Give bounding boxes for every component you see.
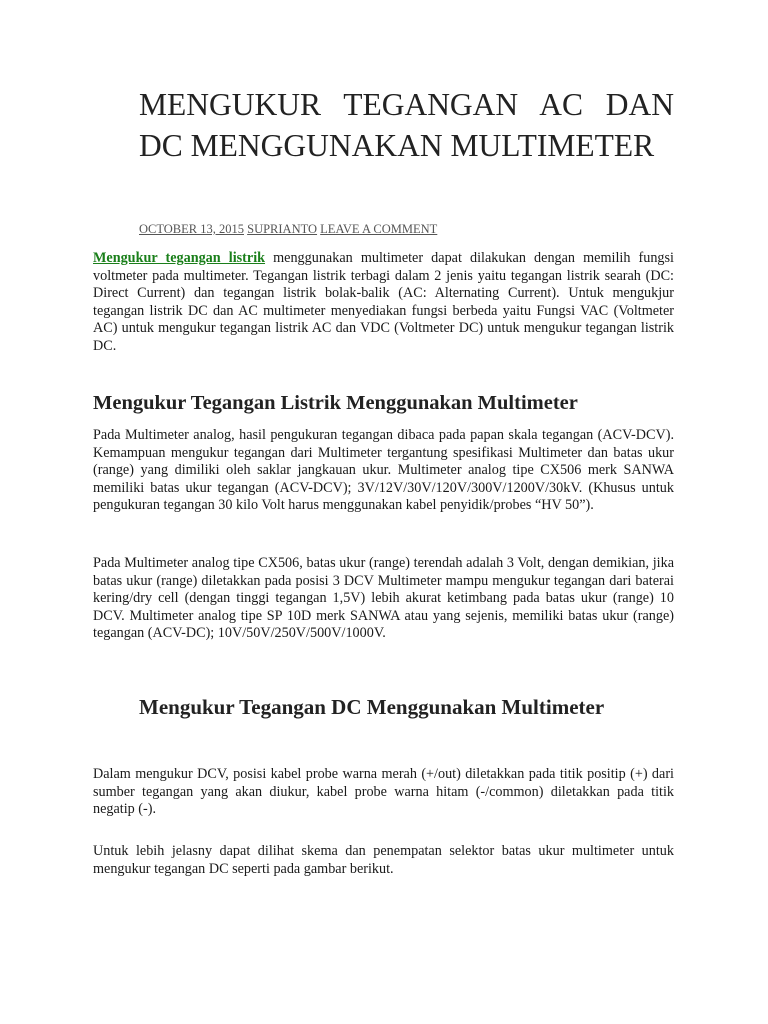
post-meta bbox=[139, 221, 674, 237]
intro-paragraph bbox=[93, 250, 674, 356]
intro-text: menggunakan multimeter dapat dilakukan dengan memilih fungsi voltmeter pada multimeter. Tegangan listrik terbagi dalam 2 jenis yaitu tegangan listrik searah (DC: Direct Current) dan tegangan listrik bolak-balik (AC: Alternating Current). Untuk mengukjur tegangan listrik DC dan AC multimeter menyediakan fungsi berbeda yaitu Fungsi VAC (Voltmeter AC) untuk mengukur tegangan listrik AC dan VDC (Voltmeter DC) untuk mengukur tegangan listrik DC. bbox=[93, 250, 674, 354]
section1-heading: Mengukur Tegangan Listrik Menggunakan Multimeter bbox=[93, 392, 578, 414]
section1-paragraph-2: Pada Multimeter analog tipe CX506, batas ukur (range) terendah adalah 3 Volt, dengan demikian, jika batas ukur (range) diletakkan pada posisi 3 DCV Multimeter mampu mengukur tegangan dari baterai kering/dry cell (dengan tinggi tegangan 1,5V) lebih akurat ketimbang pada batas ukur (range) 10 DCV. Multimeter analog tipe SP 10D merk SANWA atau yang sejenis, memiliki batas ukur (range) tegangan (ACV-DC); 10V/50V/250V/500V/1000V. bbox=[93, 555, 674, 642]
author-link[interactable]: SUPRIANTO bbox=[247, 222, 318, 236]
section2-paragraph-1: Dalam mengukur DCV, posisi kabel probe warna merah (+/out) diletakkan pada titik positip (+) dari sumber tegangan yang akan diukur, kabel probe warna hitam (-/common) diletakkan pada titik negatip (-). bbox=[93, 766, 674, 818]
intro-link[interactable]: Mengukur tegangan listrik bbox=[93, 250, 266, 266]
section1-paragraph-1: Pada Multimeter analog, hasil pengukuran tegangan dibaca pada papan skala tegangan (ACV-DCV). Kemampuan mengukur tegangan dari Multimeter tergantung spesifikasi Multimeter dan batas ukur (range) yang dimiliki oleh saklar jangkauan ukur. Multimeter analog tipe CX506 merk SANWA memiliki batas ukur tegangan (ACV-DCV); 3V/12V/30V/120V/300V/1200V/30kV. (Khusus untuk pengukuran tegangan 30 kilo Volt harus menggunakan kabel penyidik/probes “HV 50”). bbox=[93, 427, 674, 514]
post-date-link[interactable]: OCTOBER 13, 2015 bbox=[139, 222, 244, 236]
leave-comment-link[interactable]: LEAVE A COMMENT bbox=[320, 222, 438, 236]
section2-heading: Mengukur Tegangan DC Menggunakan Multimeter bbox=[139, 695, 605, 719]
section2-paragraph-2: Untuk lebih jelasny dapat dilihat skema dan penempatan selektor batas ukur multimeter untuk mengukur tegangan DC seperti pada gambar berikut. bbox=[93, 843, 674, 877]
page-title: MENGUKUR TEGANGAN AC DAN DC MENGGUNAKAN MULTIMETER bbox=[139, 87, 674, 163]
